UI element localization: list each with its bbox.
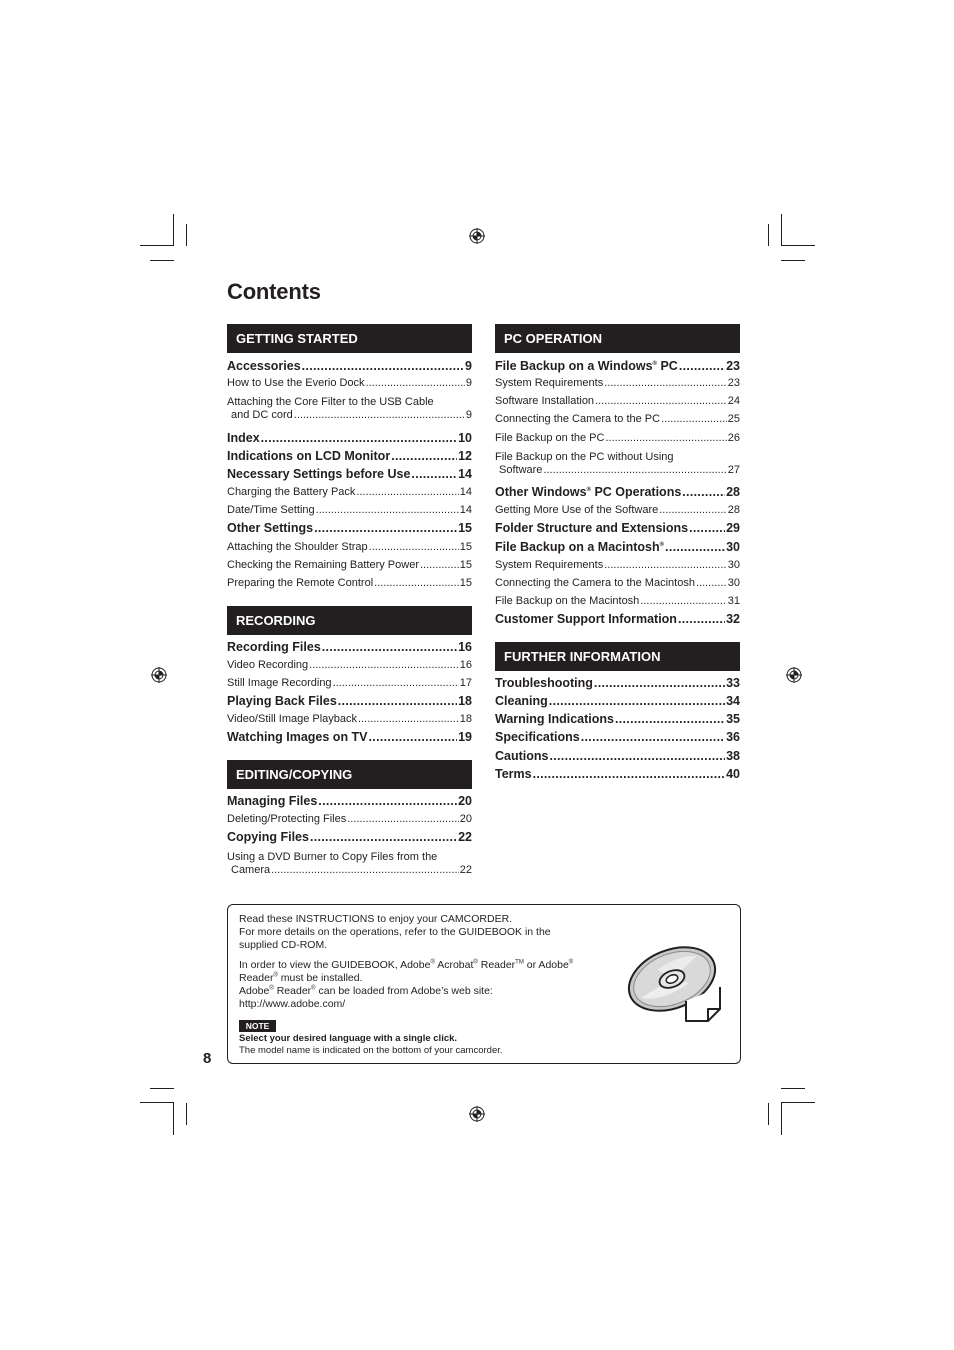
toc-entry[interactable]: Recording Files ..... 16 (227, 640, 472, 654)
toc-entry[interactable]: Getting More Use of the Software ..... 28 (495, 504, 740, 516)
toc-entry[interactable]: Cautions ..... 38 (495, 749, 740, 763)
adobe-requirement-line: Reader® must be installed. (239, 972, 363, 984)
toc-entry[interactable]: Video/Still Image Playback ..... 18 (227, 713, 472, 725)
toc-entry[interactable]: Connecting the Camera to the PC ..... 25 (495, 413, 740, 425)
toc-column-left (227, 0, 472, 1350)
toc-entry[interactable]: Troubleshooting ..... 33 (495, 676, 740, 690)
note-badge: NOTE (239, 1020, 276, 1032)
section-header-editing-copying: EDITING/COPYING (227, 760, 472, 789)
section-header-recording: RECORDING (227, 606, 472, 635)
note-bold-text: Select your desired language with a single click. (239, 1033, 458, 1044)
section-header-getting-started: GETTING STARTED (227, 324, 472, 353)
note-text: The model name is indicated on the bottom of your camcorder. (239, 1045, 503, 1056)
toc-entry[interactable]: Preparing the Remote Control ..... 15 (227, 577, 472, 589)
toc-entry[interactable]: Index ..... 10 (227, 431, 472, 445)
toc-entry[interactable]: Software Installation ..... 24 (495, 395, 740, 407)
toc-entry[interactable]: Playing Back Files ..... 18 (227, 694, 472, 708)
toc-entry[interactable]: File Backup on a Macintosh® ..... 30 (495, 540, 740, 554)
toc-entry[interactable]: Cleaning ..... 34 (495, 694, 740, 708)
toc-entry[interactable]: Attaching the Shoulder Strap ..... 15 (227, 541, 472, 553)
page-title: Contents (227, 279, 321, 304)
toc-entry[interactable]: Necessary Settings before Use ..... 14 (227, 467, 472, 481)
section-header-pc-operation: PC OPERATION (495, 324, 740, 353)
info-line: For more details on the operations, refer to the GUIDEBOOK in the (239, 926, 551, 938)
section-header-further-information: FURTHER INFORMATION (495, 642, 740, 671)
toc-entry[interactable]: How to Use the Everio Dock ..... 9 (227, 377, 472, 389)
toc-entry[interactable]: Watching Images on TV ..... 19 (227, 730, 472, 744)
registration-mark-icon (151, 667, 167, 683)
toc-entry[interactable]: File Backup on the PC without Using Software ..... 27 (495, 451, 740, 477)
toc-entry[interactable]: Using a DVD Burner to Copy Files from the Camera ..... 22 (227, 851, 472, 877)
toc-entry[interactable]: Attaching the Core Filter to the USB Cable and DC cord ..... 9 (227, 396, 472, 422)
toc-entry[interactable]: Other Windows® PC Operations ..... 28 (495, 485, 740, 499)
info-line: supplied CD-ROM. (239, 939, 328, 951)
toc-entry[interactable]: Deleting/Protecting Files ..... 20 (227, 813, 472, 825)
adobe-requirement-line: In order to view the GUIDEBOOK, Adobe® Acrobat® Reader™ or Adobe® (239, 959, 574, 971)
toc-entry[interactable]: Accessories ..... 9 (227, 359, 472, 373)
toc-entry[interactable]: File Backup on the Macintosh ..... 31 (495, 595, 740, 607)
toc-entry[interactable]: Specifications ..... 36 (495, 730, 740, 744)
toc-entry[interactable]: System Requirements ..... 23 (495, 377, 740, 389)
toc-entry[interactable]: Copying Files ..... 22 (227, 830, 472, 844)
toc-entry[interactable]: Warning Indications ..... 35 (495, 712, 740, 726)
info-box (227, 904, 741, 1064)
toc-entry[interactable]: Terms ..... 40 (495, 767, 740, 781)
info-line: Read these INSTRUCTIONS to enjoy your CAMCORDER. (239, 913, 513, 925)
toc-entry[interactable]: Still Image Recording ..... 17 (227, 677, 472, 689)
toc-entry[interactable]: Indications on LCD Monitor ..... 12 (227, 449, 472, 463)
cd-rom-icon (626, 945, 726, 1025)
toc-entry[interactable]: Customer Support Information ..... 32 (495, 612, 740, 626)
toc-entry[interactable]: File Backup on a Windows® PC ..... 23 (495, 359, 740, 373)
toc-entry[interactable]: Managing Files ..... 20 (227, 794, 472, 808)
toc-entry[interactable]: Checking the Remaining Battery Power ..... 15 (227, 559, 472, 571)
toc-entry[interactable]: Connecting the Camera to the Macintosh ..... 30 (495, 577, 740, 589)
toc-entry[interactable]: Folder Structure and Extensions ..... 29 (495, 521, 740, 535)
adobe-url[interactable]: http://www.adobe.com/ (239, 998, 346, 1010)
page-number: 8 (203, 1050, 212, 1067)
toc-entry[interactable]: Video Recording ..... 16 (227, 659, 472, 671)
toc-entry[interactable]: Charging the Battery Pack ..... 14 (227, 486, 472, 498)
toc-entry[interactable]: System Requirements ..... 30 (495, 559, 740, 571)
toc-entry[interactable]: File Backup on the PC ..... 26 (495, 432, 740, 444)
toc-column-right (495, 0, 740, 1350)
registration-mark-icon (786, 667, 802, 683)
toc-entry[interactable]: Date/Time Setting ..... 14 (227, 504, 472, 516)
adobe-download-line: Adobe® Reader® can be loaded from Adobe’s web site: (239, 985, 493, 997)
toc-entry[interactable]: Other Settings ..... 15 (227, 521, 472, 535)
